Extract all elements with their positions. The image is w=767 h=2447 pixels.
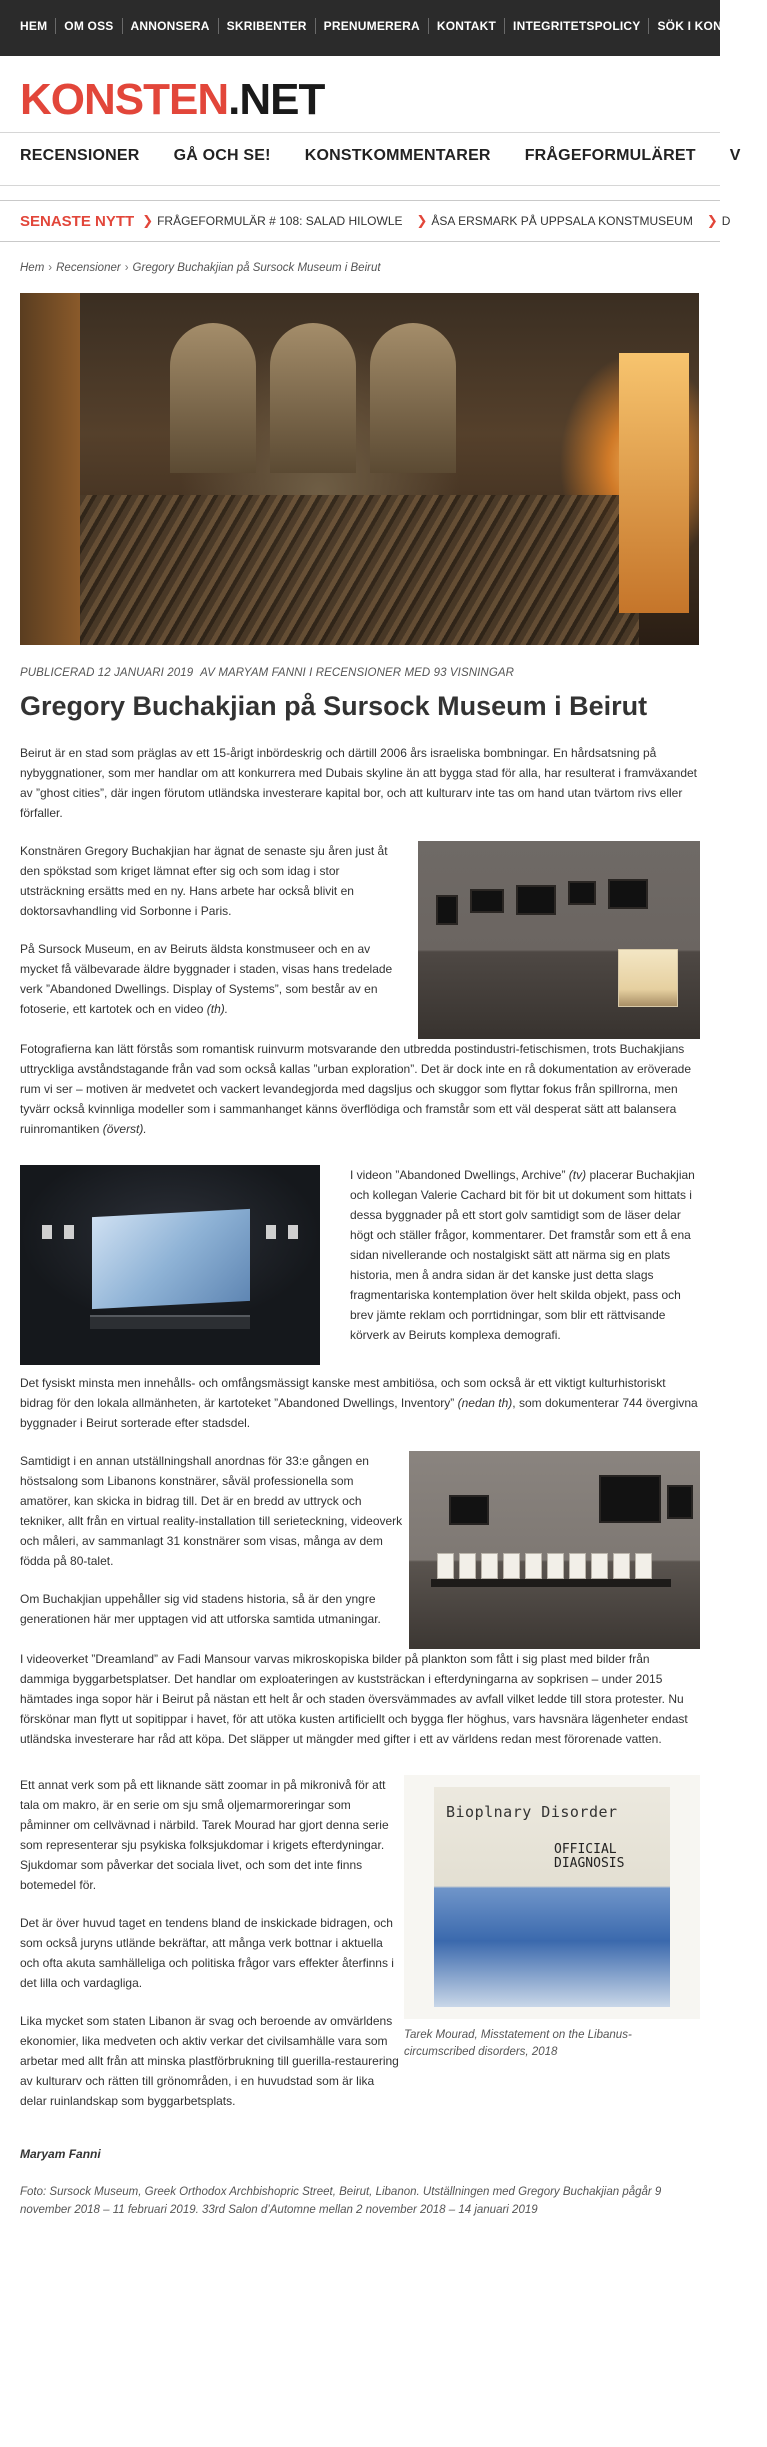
ticker-item[interactable]: FRÅGEFORMULÄR # 108: SALAD HILOWLE [157, 214, 403, 228]
text-image-row [20, 1775, 700, 2129]
top-utility-bar [0, 0, 759, 56]
photo-credit: Foto: Sursock Museum, Greek Orthodox Archbishopric Street, Beirut, Libanon. Utställningen med Gregory Buchakjian pågår 9 november 2018 – 11 februari 2019. 33rd Salon d’Automne mellan 2 november 2018 – 14 januari 2019 [20, 2186, 662, 2216]
hero-arch [370, 323, 456, 473]
inventory-card [591, 1553, 608, 1579]
framed-photo [568, 881, 596, 905]
top-menu-privacy[interactable]: INTEGRITETSPOLICY [505, 18, 649, 34]
paragraph: Fotografierna kan lätt förstås som romantisk ruinvurm motsvarande den utbredda postindustri-fetischismen, trots Buchakjians uttryckliga avståndstagande från vad som också kallas ”urban exploration”. Det är dock inte en rå dokumentation av eröverade rum vi ser – motiven är medvetet och vackert levandegjorda med dagsljus och skuggor som flyttar fokus från spillrorna, men tyvärr också kvinnliga modeller som i sammanhanget känns överflödiga och framstår som ett väl desperat sätt att balansera ruinromantiken (överst). [20, 1042, 692, 1136]
inventory-card [635, 1553, 652, 1579]
inventory-card [481, 1553, 498, 1579]
wall-photo [64, 1225, 74, 1239]
top-menu-contact[interactable]: KONTAKT [429, 18, 505, 34]
view-count: MED 93 VISNINGAR [404, 667, 515, 679]
breadcrumb-separator: › [124, 262, 129, 274]
glass-vitrine [618, 949, 678, 1007]
text-image-row [20, 841, 700, 1039]
framed-photo [449, 1495, 489, 1525]
publish-date: PUBLICERAD 12 JANUARI 2019 [20, 667, 194, 679]
ticker-item[interactable]: D [721, 214, 731, 228]
display-table [90, 1315, 250, 1329]
nav-go-see[interactable]: GÅ OCH SE! [173, 147, 271, 164]
inventory-card [459, 1553, 476, 1579]
inventory-card [503, 1553, 520, 1579]
paragraph: Konstnären Gregory Buchakjian har ägnat de senaste sju åren just åt den spökstad som kriget lämnat efter sig och som idag i stor utsträckning ersätts med en ny. Hans arbete har också blivit en doktorsavhandling vid Sorbonne i Paris. [20, 844, 388, 918]
top-menu-advertise[interactable]: ANNONSERA [123, 18, 219, 34]
figure-caption: Tarek Mourad, Misstatement on the Libanus-circumscribed disorders, 2018 [404, 2029, 632, 2058]
top-menu-subscribe[interactable]: PRENUMERERA [316, 18, 429, 34]
top-menu-search[interactable]: SÖK I KONSTEN! [657, 19, 759, 33]
paragraph: I videon ”Abandoned Dwellings, Archive” (tv) placerar Buchakjian och kollegan Valerie Cachard bit för bit ut dokument som hittats i dessa byggnader på ett stort golv samtidigt som de läser delar högt och ställer frågor, kommentarer. Det framstår som ett å ena sidan nivellerande och nostalgiskt sätt att närma sig en plats historia, men å andra sidan är det kanske just detta slags fragmentariska kontemplation över helt skilda objekt, pass och brev jämte reklam och porrtidningar, som blir ett rättvisande körverk av Beiruts komplexa demografi. [350, 1168, 695, 1342]
wall-photo [42, 1225, 52, 1239]
paragraph: Det fysiskt minsta men innehålls- och omfångsmässigt kanske mest ambitiösa, och som också är ett viktigt kulturhistoriskt bidrag för den lokala allmänheten, är kartoteket ”Abandoned Dwellings, Inventory” (nedan th), som dokumenterar 744 övergivna byggnader i Beirut sorterade efter stadsdel. [20, 1376, 698, 1430]
news-ticker-wrap [0, 186, 731, 242]
paragraph: I videoverket ”Dreamland” av Fadi Mansour varvas mikroskopiska bilder på plankton som fått i sig plast med bilder från dammiga byggarbetsplatser. Det handlar om exploateringen av kuststräckan i efterdyningarna av sopkrisen – under 2015 hämtades inga sopor här i Beirut på nästan ett helt år och staden översvämmades av avfall vilket ledde till stora protester. Nu förskönar man flytt ut sopitippar i havet, för att utöka kusten artificiellt och bygga fler höghus, vars havsnära lägenheter endast utländska investerare har råd att köpa. Det släpper ut mängder med gifter i ett av världens redan mest förorenade vatten. [20, 1652, 688, 1746]
wall-photo [266, 1225, 276, 1239]
gallery-photo-video-archive [20, 1165, 320, 1365]
chevron-right-icon: ❯ [706, 213, 718, 228]
paragraph: Samtidigt i en annan utställningshall anordnas för 33:e gången en höstsalong som Libanons konstnärer, såväl professionella som amatörer, kan skicka in bidrag till. Det är en bredd av uttryck och tekniker, allt från en virtual reality-installation till serieteckning, videoverk och måleri, av sammanlagt 31 konstnärer som visas, många av dem födda på 80-talet. [20, 1454, 403, 1568]
main-nav [0, 132, 741, 186]
top-menu-about[interactable]: OM OSS [56, 18, 122, 34]
breadcrumb-separator: › [48, 262, 53, 274]
display-bench [431, 1579, 671, 1587]
gallery-photo-inventory [409, 1451, 700, 1649]
hero-wall [20, 293, 80, 645]
text-column [20, 1451, 405, 1649]
chevron-right-icon: ❯ [142, 213, 154, 228]
inventory-card [613, 1553, 630, 1579]
hero-arch [170, 323, 256, 473]
paragraph: Det är över huvud taget en tendens bland de inskickade bidragen, och som också juryns utlände bekräftar, att många verk bottnar i aktuella och ofta akuta samhälleliga och politiska frågor vars effekter återfinns i det lilla och vardagliga. [20, 1916, 394, 1990]
inventory-card [569, 1553, 586, 1579]
inventory-card [437, 1553, 454, 1579]
logo-part-1: KONSTEN [20, 75, 229, 124]
article-meta [20, 667, 720, 679]
paragraph: Om Buchakjian uppehåller sig vid stadens historia, så är den yngre generationen här mer upptagen vid att utforska samtida utmaningar. [20, 1592, 381, 1626]
top-menu-writers[interactable]: SKRIBENTER [219, 18, 316, 34]
wall-photo [288, 1225, 298, 1239]
gallery-photo-display-of-systems [418, 841, 700, 1039]
artwork-photo-biopolar-disorder [404, 1775, 700, 2019]
hero-arch [270, 323, 356, 473]
top-menu-home[interactable]: HEM [20, 18, 56, 34]
site-logo[interactable] [20, 75, 720, 124]
breadcrumb-reviews[interactable]: Recensioner [56, 262, 121, 274]
text-column [20, 1775, 404, 2129]
paragraph: På Sursock Museum, en av Beiruts äldsta konstmuseer och en av mycket få välbevarade äldre byggnader i staden, visas hans tredelade verk ”Abandoned Dwellings. Display of Systems”, som består av en fotoserie, ett kartotek och en video (th). [20, 942, 393, 1016]
breadcrumb-home[interactable]: Hem [20, 262, 45, 274]
breadcrumb [20, 262, 720, 278]
news-ticker [0, 200, 731, 242]
logo-part-2: .NET [228, 75, 325, 124]
framed-photo [516, 885, 556, 915]
text-column [350, 1165, 700, 1365]
figure [404, 1775, 700, 2129]
text-image-row [20, 1451, 700, 1649]
article-title: Gregory Buchakjian på Sursock Museum i Beirut [20, 691, 648, 721]
nav-comments[interactable]: KONSTKOMMENTARER [304, 147, 491, 164]
framed-photo [667, 1485, 693, 1519]
inventory-card [547, 1553, 564, 1579]
paragraph: Beirut är en stad som präglas av ett 15-årigt inbördeskrig och därtill 2006 års israeliska bombningar. En hårdsatsning på nybyggnationer, som mer handlar om att konkurrera med Dubais skyline än att bygga stad för alla, har resulterat i framväxandet av ”ghost cities”, där ingen förutom utländska investerare kapital bor, och att kulturarv inte tas om hand utan tvärtom rivs eller förfaller. [20, 746, 698, 820]
image-text-row [20, 1165, 700, 1365]
ticker-item[interactable]: ÅSA ERSMARK PÅ UPPSALA KONSTMUSEUM [431, 214, 693, 228]
framed-photo [436, 895, 458, 925]
inventory-card [525, 1553, 542, 1579]
header [0, 56, 720, 132]
breadcrumb-current: Gregory Buchakjian på Sursock Museum i Beirut [132, 262, 381, 274]
author-signature: Maryam Fanni [20, 2147, 101, 2161]
book-cover-title: Bioplnary Disorder [446, 1803, 618, 1821]
paragraph: Ett annat verk som på ett liknande sätt zoomar in på mikronivå för att tala om makro, är en serie om sju små oljemarmoreringar som påminner om cellvävnad i närbild. Tarek Mourad har gjort denna serie som representerar sju psykiska folksjukdomar i krigets efterdyningar. Sjukdomar som påverkar det sociala livet, och som det inte finns botemedel för. [20, 1778, 389, 1892]
category-link[interactable]: I RECENSIONER [309, 667, 402, 679]
hero-lit-doorway [619, 353, 689, 613]
framed-photo [608, 879, 648, 909]
framed-photo [599, 1475, 661, 1523]
hero-debris [80, 495, 639, 645]
nav-reviews[interactable]: RECENSIONER [20, 147, 140, 164]
nav-more[interactable]: V [729, 147, 741, 164]
chevron-right-icon: ❯ [416, 213, 428, 228]
framed-photo [470, 889, 504, 913]
article [20, 262, 720, 2227]
nav-questionnaire[interactable]: FRÅGEFORMULÄRET [524, 147, 696, 164]
text-column [20, 841, 405, 1039]
hero-photo-abandoned-dwelling [20, 293, 699, 645]
author-link[interactable]: AV MARYAM FANNI [200, 667, 306, 679]
projection-screen [92, 1209, 250, 1309]
paragraph: Lika mycket som staten Libanon är svag och beroende av omvärldens ekonomier, lika medveten och aktiv verkar det civilsamhälle vara som arbetar med allt från att minska plastförbrukning till guerilla-restaurering av kulturarv och rätten till grönområden, i en huvudstad som är lika delar ruinlandskap som byggarbetsplats. [20, 2014, 399, 2108]
book-cover-stamp: OFFICIAL DIAGNOSIS [554, 1842, 625, 1871]
ticker-label: SENASTE NYTT [20, 212, 135, 230]
